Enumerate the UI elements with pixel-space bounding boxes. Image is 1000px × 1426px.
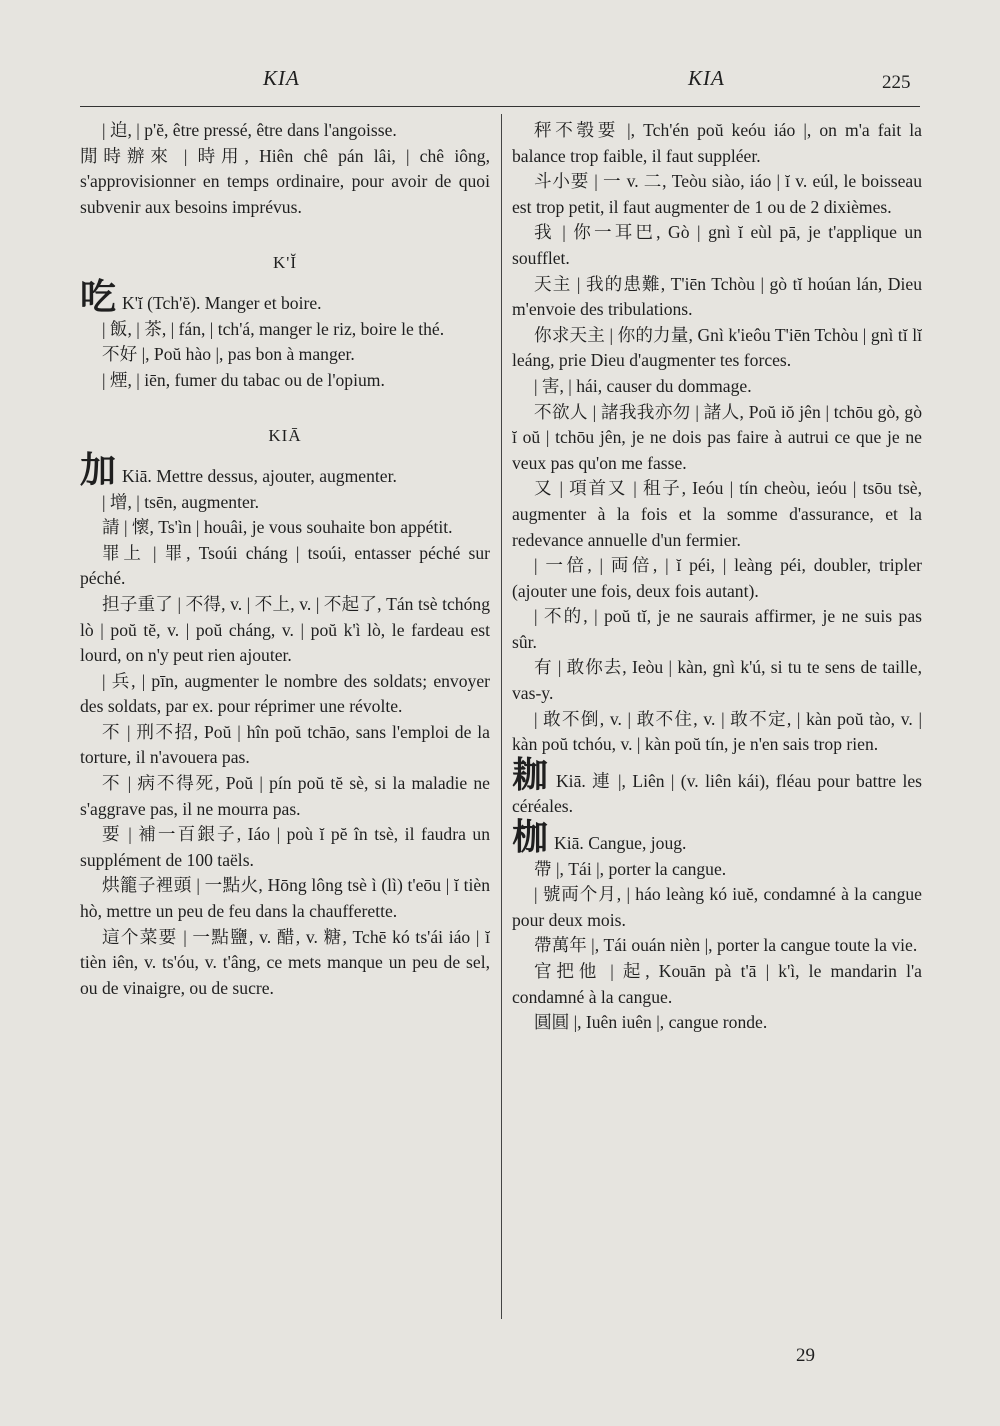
section-heading: K'Ĭ xyxy=(272,253,297,273)
head-entry xyxy=(80,276,490,318)
dictionary-entry: 你求天主 | 你的力量, Gnì k'ieôu T'iēn Tchòu | gnì tĭ lĭ leáng, prie Dieu d'augmenter tes forces. xyxy=(512,324,922,371)
dictionary-entry: | 一倍, | 両倍, | ĭ péi, | leàng péi, doubler, tripler (ajouter une fois, deux fois autant). xyxy=(512,555,922,601)
page-number: 225 xyxy=(882,72,911,93)
dictionary-entry: 担子重了 | 不得, v. | 不上, v. | 不起了, Tán tsè tchóng lò | poŭ tĕ, v. | poŭ cháng, v. | poŭ k'ì lò, le fardeau est lourd, on n'y peut rien ajouter. xyxy=(80,593,490,666)
dictionary-entry: | 煙, | iēn, fumer du tabac ou de l'opium. xyxy=(102,369,385,390)
dictionary-entry: 官把他 | 起, Kouān pà t'ā | k'ì, le mandarin l'a condamné à la cangue. xyxy=(512,961,922,1007)
head-character: 枷 xyxy=(512,817,549,859)
dictionary-entry: 帶 |, Tái |, porter la cangue. xyxy=(534,858,727,879)
dictionary-entry: 閒時辦來 | 時用, Hiên chê pán lâi, | chê iông, s'approvisionner en temps ordinaire, pour avoir de quoi subvenir aux besoins imprévus. xyxy=(80,145,490,217)
section-heading: KIĀ xyxy=(268,426,302,446)
right-column xyxy=(512,118,922,1036)
dictionary-entry: | 增, | tsēn, augmenter. xyxy=(102,491,260,512)
entry-definition: Kiā. Cangue, joug. xyxy=(554,833,687,854)
head-character: 加 xyxy=(80,449,117,491)
entry-definition: Kiā. 連 |, Liên | (v. liên kái), fléau pour battre les céréales. xyxy=(512,770,922,817)
dictionary-entry: 帶萬年 |, Tái ouán nièn |, porter la cangue toute la vie. xyxy=(534,935,918,956)
head-entry xyxy=(512,754,922,820)
entry-definition: Kiā. Mettre dessus, ajouter, augmenter. xyxy=(122,465,397,486)
dictionary-entry: | 號両个月, | háo leàng kó iuĕ, condamné à la cangue pour deux mois. xyxy=(512,884,922,930)
head-entry xyxy=(512,817,922,859)
dictionary-entry: 天主 | 我的患難, T'iēn Tchòu | gò tĭ hoúan lán, Dieu m'envoie des tribulations. xyxy=(512,273,922,320)
dictionary-entry: 秤不彀要 |, Tch'én poŭ keóu iáo |, on m'a fait la balance trop faible, il faut suppléer. xyxy=(512,120,922,166)
dictionary-entry: 不 | 病不得死, Poŭ | pín poŭ tĕ sè, si la maladie ne s'aggrave pas, il ne mourra pas. xyxy=(80,773,490,819)
dictionary-entry: 又 | 項首又 | 租子, Ieóu | tín cheòu, ieóu | tsōu tsè, augmenter à la fois et la somme d'assurance, et la redevance annuelle d'un fermier. xyxy=(512,478,922,550)
dictionary-entry: 這个菜要 | 一點鹽, v. 醋, v. 糖, Tchē kó ts'ái iáo | ĭ tièn iên, v. ts'óu, v. t'âng, ce mets manque un peu de sel, ou de vinaigre, ou de sucre. xyxy=(80,926,490,998)
dictionary-entry: | 迫, | p'ĕ, être pressé, être dans l'angoisse. xyxy=(102,120,397,140)
head-character: 吃 xyxy=(80,276,117,318)
running-head-right: KIA xyxy=(688,66,725,90)
left-column xyxy=(80,118,490,1001)
dictionary-entry: 不 | 刑不招, Poŭ | hîn poŭ tchāo, sans l'emploi de la torture, il n'avouera pas. xyxy=(80,721,490,768)
dictionary-entry: 圓圓 |, Iuên iuên |, cangue ronde. xyxy=(534,1012,768,1033)
dictionary-entry: | 不的, | poŭ tĭ, je ne saurais affirmer, je ne suis pas sûr. xyxy=(512,606,922,652)
dictionary-entry: | 敢不倒, v. | 敢不住, v. | 敢不定, | kàn poŭ tào, v. | kàn poŭ tchóu, v. | kàn poŭ tín, je n'en sais trop rien. xyxy=(512,708,922,755)
dictionary-entry: 罪上 | 罪, Tsoúi cháng | tsoúi, entasser péché sur péché. xyxy=(80,542,490,589)
entry-definition: K'ĭ (Tch'ĕ). Manger et boire. xyxy=(122,292,322,313)
header-rule xyxy=(80,106,920,107)
signature-mark: 29 xyxy=(796,1345,815,1366)
dictionary-entry: | 兵, | pīn, augmenter le nombre des soldats; envoyer des soldats, par ex. pour réprimer une révolte. xyxy=(80,670,490,717)
dictionary-entry: 我 | 你一耳巴, Gò | gnì ĭ eùl pā, je t'applique un soufflet. xyxy=(512,222,922,268)
column-divider xyxy=(501,114,502,1319)
dictionary-entry: | 害, | hái, causer du dommage. xyxy=(534,375,752,396)
dictionary-entry: 不欲人 | 諸我我亦勿 | 諸人, Poŭ iŏ jên | tchōu gò, gò ĭ oŭ | tchōu jên, je ne dois pas faire à autrui ce que je ne veux pas qu'on me fasse. xyxy=(512,401,922,473)
dictionary-entry: | 飯, | 茶, | fán, | tch'á, manger le riz, boire le thé. xyxy=(102,318,445,339)
dictionary-entry: 請 | 懷, Ts'ìn | houâi, je vous souhaite bon appétit. xyxy=(102,517,453,538)
dictionary-entry: 有 | 敢你去, Ieòu | kàn, gnì k'ú, si tu te sens de taille, vas-y. xyxy=(512,657,922,704)
running-head-left: KIA xyxy=(263,66,300,90)
dictionary-entry: 不好 |, Poŭ hào |, pas bon à manger. xyxy=(102,344,355,365)
dictionary-entry: 要 | 補一百銀子, Iáo | poù ĭ pĕ în tsè, il faudra un supplément de 100 taëls. xyxy=(80,824,490,870)
head-entry xyxy=(80,449,490,491)
dictionary-entry: 烘籠子裡頭 | 一點火, Hōng lông tsè ì (lì) t'eōu | ĭ tièn hò, mettre un peu de feu dans la chaufferette. xyxy=(80,875,490,922)
head-character: 耞 xyxy=(512,754,550,796)
dictionary-entry: 斗小要 | 一 v. 二, Teòu siào, iáo | ĭ v. eúl, le boisseau est trop petit, il faut augmenter de 1 ou de 2 dixièmes. xyxy=(512,171,922,217)
